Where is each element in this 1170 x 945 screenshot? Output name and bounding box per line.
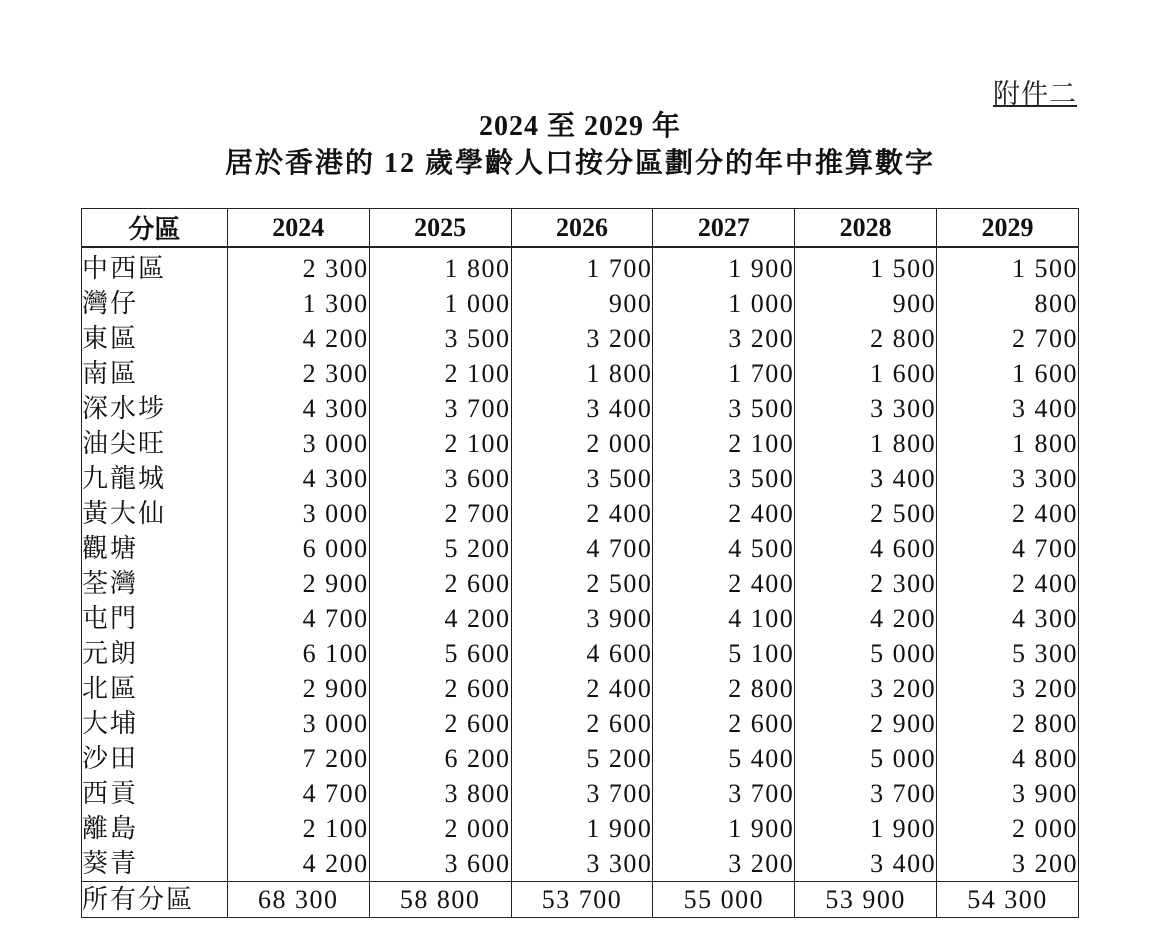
table-row bbox=[82, 706, 1079, 741]
value-cell: 1 800 bbox=[937, 426, 1079, 461]
value-cell: 68 300 bbox=[227, 882, 369, 918]
table-row bbox=[82, 461, 1079, 496]
value-cell: 4 200 bbox=[227, 846, 369, 882]
district-cell: 沙田 bbox=[82, 741, 228, 776]
annex-label: 附件二 bbox=[993, 79, 1077, 109]
value-cell: 7 200 bbox=[227, 741, 369, 776]
value-cell: 4 200 bbox=[369, 601, 511, 636]
value-cell: 3 900 bbox=[511, 601, 653, 636]
district-cell: 觀塘 bbox=[82, 531, 228, 566]
table-row bbox=[82, 391, 1079, 426]
value-cell: 2 600 bbox=[369, 671, 511, 706]
value-cell: 1 500 bbox=[937, 247, 1079, 286]
district-cell: 中西區 bbox=[82, 247, 228, 286]
document-title-line-1: 2024 至 2029 年 bbox=[478, 111, 681, 142]
value-cell: 3 200 bbox=[653, 846, 795, 882]
value-cell: 5 200 bbox=[369, 531, 511, 566]
value-cell: 3 500 bbox=[369, 321, 511, 356]
value-cell: 3 000 bbox=[227, 706, 369, 741]
value-cell: 2 900 bbox=[795, 706, 937, 741]
value-cell: 4 600 bbox=[511, 636, 653, 671]
column-header-2025: 2025 bbox=[369, 209, 511, 248]
value-cell: 5 200 bbox=[511, 741, 653, 776]
column-header-district: 分區 bbox=[82, 209, 228, 248]
value-cell: 2 500 bbox=[795, 496, 937, 531]
value-cell: 2 700 bbox=[369, 496, 511, 531]
value-cell: 2 600 bbox=[369, 706, 511, 741]
district-cell: 油尖旺 bbox=[82, 426, 228, 461]
district-cell: 北區 bbox=[82, 671, 228, 706]
value-cell: 1 600 bbox=[937, 356, 1079, 391]
value-cell: 2 900 bbox=[227, 566, 369, 601]
table-row bbox=[82, 356, 1079, 391]
table-row bbox=[82, 286, 1079, 321]
district-cell: 元朗 bbox=[82, 636, 228, 671]
value-cell: 2 400 bbox=[653, 566, 795, 601]
value-cell: 5 000 bbox=[795, 741, 937, 776]
value-cell: 3 700 bbox=[653, 776, 795, 811]
value-cell: 1 900 bbox=[795, 811, 937, 846]
column-header-2024: 2024 bbox=[227, 209, 369, 248]
value-cell: 5 100 bbox=[653, 636, 795, 671]
table-row bbox=[82, 741, 1079, 776]
value-cell: 4 700 bbox=[227, 776, 369, 811]
value-cell: 54 300 bbox=[937, 882, 1079, 918]
table-row bbox=[82, 321, 1079, 356]
value-cell: 4 300 bbox=[227, 461, 369, 496]
value-cell: 1 900 bbox=[511, 811, 653, 846]
value-cell: 2 600 bbox=[369, 566, 511, 601]
value-cell: 5 300 bbox=[937, 636, 1079, 671]
value-cell: 6 200 bbox=[369, 741, 511, 776]
value-cell: 1 900 bbox=[653, 247, 795, 286]
value-cell: 900 bbox=[511, 286, 653, 321]
value-cell: 2 100 bbox=[653, 426, 795, 461]
district-cell: 屯門 bbox=[82, 601, 228, 636]
value-cell: 4 700 bbox=[937, 531, 1079, 566]
value-cell: 1 600 bbox=[795, 356, 937, 391]
value-cell: 3 200 bbox=[937, 671, 1079, 706]
value-cell: 900 bbox=[795, 286, 937, 321]
value-cell: 2 600 bbox=[653, 706, 795, 741]
value-cell: 1 800 bbox=[369, 247, 511, 286]
value-cell: 58 800 bbox=[369, 882, 511, 918]
value-cell: 5 400 bbox=[653, 741, 795, 776]
value-cell: 2 800 bbox=[653, 671, 795, 706]
table-row bbox=[82, 426, 1079, 461]
value-cell: 4 700 bbox=[227, 601, 369, 636]
value-cell: 3 600 bbox=[369, 461, 511, 496]
value-cell: 53 900 bbox=[795, 882, 937, 918]
column-header-2027: 2027 bbox=[653, 209, 795, 248]
value-cell: 3 700 bbox=[511, 776, 653, 811]
district-cell: 東區 bbox=[82, 321, 228, 356]
column-header-2028: 2028 bbox=[795, 209, 937, 248]
value-cell: 3 200 bbox=[937, 846, 1079, 882]
value-cell: 2 400 bbox=[937, 566, 1079, 601]
value-cell: 2 700 bbox=[937, 321, 1079, 356]
value-cell: 3 500 bbox=[653, 461, 795, 496]
table-row bbox=[82, 496, 1079, 531]
table-row bbox=[82, 636, 1079, 671]
table-total-row bbox=[82, 882, 1079, 918]
value-cell: 3 300 bbox=[511, 846, 653, 882]
value-cell: 2 000 bbox=[511, 426, 653, 461]
district-cell: 所有分區 bbox=[82, 882, 228, 918]
value-cell: 4 600 bbox=[795, 531, 937, 566]
value-cell: 3 700 bbox=[369, 391, 511, 426]
value-cell: 3 600 bbox=[369, 846, 511, 882]
value-cell: 1 800 bbox=[795, 426, 937, 461]
value-cell: 1 700 bbox=[511, 247, 653, 286]
value-cell: 3 800 bbox=[369, 776, 511, 811]
value-cell: 2 000 bbox=[369, 811, 511, 846]
district-cell: 深水埗 bbox=[82, 391, 228, 426]
district-cell: 黃大仙 bbox=[82, 496, 228, 531]
value-cell: 4 800 bbox=[937, 741, 1079, 776]
value-cell: 53 700 bbox=[511, 882, 653, 918]
value-cell: 4 300 bbox=[937, 601, 1079, 636]
district-cell: 離島 bbox=[82, 811, 228, 846]
value-cell: 1 000 bbox=[653, 286, 795, 321]
value-cell: 3 400 bbox=[937, 391, 1079, 426]
district-cell: 灣仔 bbox=[82, 286, 228, 321]
value-cell: 2 900 bbox=[227, 671, 369, 706]
table-row bbox=[82, 811, 1079, 846]
value-cell: 1 000 bbox=[369, 286, 511, 321]
population-table bbox=[81, 208, 1079, 918]
value-cell: 1 700 bbox=[653, 356, 795, 391]
value-cell: 2 100 bbox=[227, 811, 369, 846]
value-cell: 2 400 bbox=[653, 496, 795, 531]
value-cell: 3 200 bbox=[653, 321, 795, 356]
value-cell: 3 500 bbox=[653, 391, 795, 426]
value-cell: 2 800 bbox=[937, 706, 1079, 741]
value-cell: 2 400 bbox=[937, 496, 1079, 531]
value-cell: 3 500 bbox=[511, 461, 653, 496]
column-header-2029: 2029 bbox=[937, 209, 1079, 248]
value-cell: 6 100 bbox=[227, 636, 369, 671]
value-cell: 3 400 bbox=[795, 846, 937, 882]
value-cell: 3 400 bbox=[795, 461, 937, 496]
table-row bbox=[82, 601, 1079, 636]
value-cell: 3 000 bbox=[227, 496, 369, 531]
value-cell: 3 300 bbox=[795, 391, 937, 426]
value-cell: 4 100 bbox=[653, 601, 795, 636]
table-header-row bbox=[82, 209, 1079, 248]
value-cell: 2 100 bbox=[369, 356, 511, 391]
value-cell: 3 000 bbox=[227, 426, 369, 461]
value-cell: 5 600 bbox=[369, 636, 511, 671]
column-header-2026: 2026 bbox=[511, 209, 653, 248]
value-cell: 3 900 bbox=[937, 776, 1079, 811]
value-cell: 2 100 bbox=[369, 426, 511, 461]
value-cell: 2 500 bbox=[511, 566, 653, 601]
value-cell: 1 900 bbox=[653, 811, 795, 846]
value-cell: 2 400 bbox=[511, 671, 653, 706]
value-cell: 4 300 bbox=[227, 391, 369, 426]
document-title-line-2: 居於香港的 12 歲學齡人口按分區劃分的年中推算數字 bbox=[224, 148, 935, 179]
value-cell: 800 bbox=[937, 286, 1079, 321]
value-cell: 2 300 bbox=[227, 247, 369, 286]
value-cell: 4 200 bbox=[795, 601, 937, 636]
table-row bbox=[82, 531, 1079, 566]
value-cell: 3 200 bbox=[511, 321, 653, 356]
value-cell: 2 600 bbox=[511, 706, 653, 741]
table-row bbox=[82, 671, 1079, 706]
value-cell: 2 800 bbox=[795, 321, 937, 356]
value-cell: 3 200 bbox=[795, 671, 937, 706]
value-cell: 4 700 bbox=[511, 531, 653, 566]
district-cell: 葵青 bbox=[82, 846, 228, 882]
value-cell: 3 700 bbox=[795, 776, 937, 811]
table-row bbox=[82, 566, 1079, 601]
value-cell: 1 800 bbox=[511, 356, 653, 391]
value-cell: 2 400 bbox=[511, 496, 653, 531]
table-row bbox=[82, 247, 1079, 286]
value-cell: 2 300 bbox=[227, 356, 369, 391]
value-cell: 2 300 bbox=[795, 566, 937, 601]
table-row bbox=[82, 846, 1079, 882]
value-cell: 4 500 bbox=[653, 531, 795, 566]
table-row bbox=[82, 776, 1079, 811]
value-cell: 5 000 bbox=[795, 636, 937, 671]
value-cell: 3 400 bbox=[511, 391, 653, 426]
value-cell: 1 500 bbox=[795, 247, 937, 286]
value-cell: 4 200 bbox=[227, 321, 369, 356]
district-cell: 九龍城 bbox=[82, 461, 228, 496]
district-cell: 西貢 bbox=[82, 776, 228, 811]
value-cell: 1 300 bbox=[227, 286, 369, 321]
value-cell: 2 000 bbox=[937, 811, 1079, 846]
value-cell: 3 300 bbox=[937, 461, 1079, 496]
district-cell: 荃灣 bbox=[82, 566, 228, 601]
district-cell: 大埔 bbox=[82, 706, 228, 741]
value-cell: 6 000 bbox=[227, 531, 369, 566]
value-cell: 55 000 bbox=[653, 882, 795, 918]
district-cell: 南區 bbox=[82, 356, 228, 391]
